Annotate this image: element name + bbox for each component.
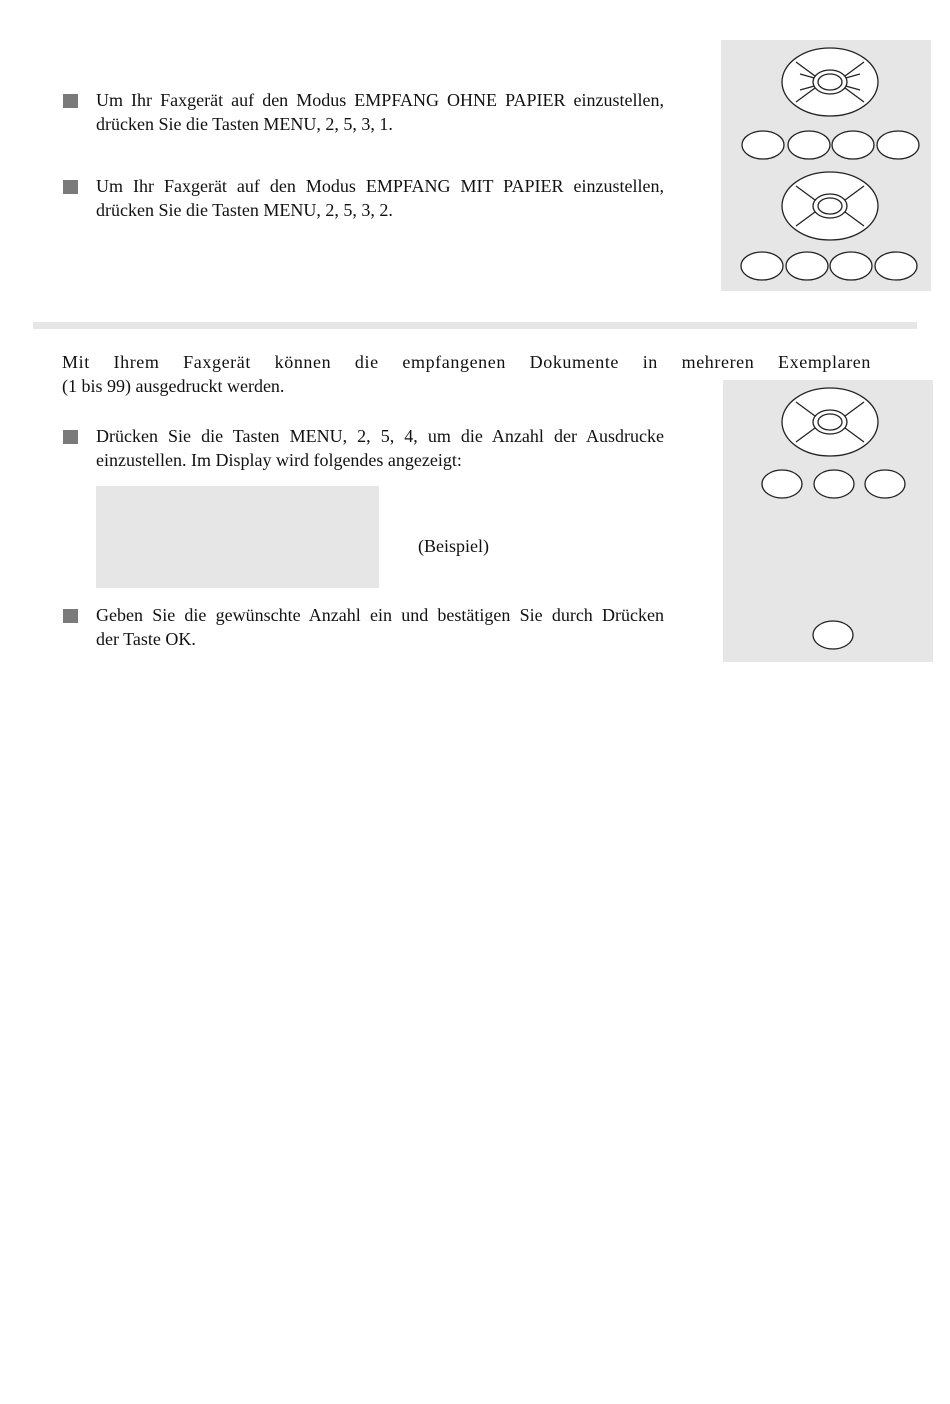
instruction-line: Geben Sie die gewünschte Anzahl ein und bestätigen Sie durch Drücken — [96, 605, 664, 625]
bullet-icon — [63, 430, 78, 444]
instruction-line: drücken Sie die Tasten MENU, 2, 5, 3, 2. — [96, 200, 393, 220]
instruction-paper-off — [96, 88, 664, 136]
keypad-illustration-panel — [721, 40, 931, 291]
navigation-pad-icon — [782, 388, 878, 456]
keypad-illustration-panel — [723, 380, 933, 662]
instruction-paper-on — [96, 174, 664, 222]
instruction-line: Um Ihr Faxgerät auf den Modus EMPFANG MIT PAPIER einzustellen, — [96, 176, 664, 196]
keypad-button-icon — [762, 470, 905, 498]
keypad-button-icon — [742, 131, 919, 159]
instruction-line: einzustellen. Im Display wird folgendes angezeigt: — [96, 450, 462, 470]
keypad-button-icon — [741, 252, 917, 280]
bullet-icon — [63, 94, 78, 108]
keypad-illustration — [723, 380, 933, 662]
ok-button-icon — [813, 621, 853, 649]
intro-line: Mit Ihrem Faxgerät können die empfangenen Dokumente in mehreren Exemplaren — [62, 352, 871, 372]
instruction-line: drücken Sie die Tasten MENU, 2, 5, 3, 1. — [96, 114, 393, 134]
bullet-icon — [63, 180, 78, 194]
bullet-icon — [63, 609, 78, 623]
example-label: (Beispiel) — [418, 536, 489, 556]
intro-line: (1 bis 99) ausgedruckt werden. — [62, 376, 285, 396]
instruction-line: Um Ihr Faxgerät auf den Modus EMPFANG OHNE PAPIER einzustellen, — [96, 90, 664, 110]
navigation-pad-icon — [782, 172, 878, 240]
lcd-display-example — [96, 486, 379, 588]
instruction-line: der Taste OK. — [96, 629, 196, 649]
navigation-pad-icon — [782, 48, 878, 116]
instruction-line: Drücken Sie die Tasten MENU, 2, 5, 4, um die Anzahl der Ausdrucke — [96, 426, 664, 446]
instruction-copies-menu — [96, 424, 664, 472]
instruction-copies-confirm — [96, 603, 664, 651]
section-divider — [33, 322, 917, 329]
keypad-illustration — [721, 40, 931, 291]
